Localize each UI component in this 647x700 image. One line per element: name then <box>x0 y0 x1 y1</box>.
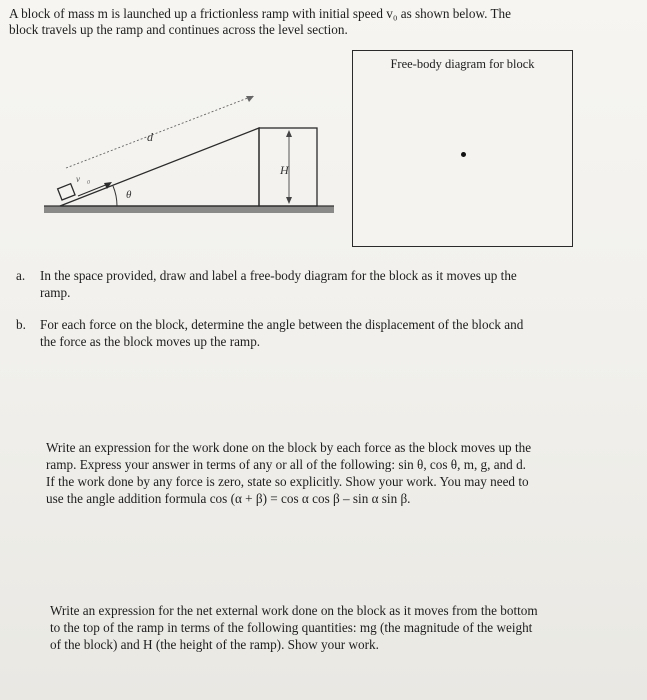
part-d-line-2: to the top of the ramp in terms of the following quantities: mg (the magnitude of the weight <box>50 620 533 635</box>
block-point <box>461 152 466 157</box>
block <box>58 184 75 200</box>
label-d: d <box>147 130 153 144</box>
label-theta: θ <box>126 189 132 201</box>
part-c-line-1: Write an expression for the work done on the block by each force as the block moves up the <box>46 440 532 455</box>
ground-surface <box>44 206 334 213</box>
part-a-letter: a. <box>16 268 26 283</box>
ramp-incline <box>60 128 259 206</box>
distance-dimension-line <box>66 96 253 168</box>
part-b-line-1: For each force on the block, determine the angle between the displacement of the block and <box>40 317 524 332</box>
angle-arc <box>113 186 117 206</box>
intro-line-1: A block of mass m is launched up a frictionless ramp with initial speed v₀ as shown below. The <box>9 6 511 21</box>
free-body-diagram-box[interactable] <box>352 50 573 247</box>
part-b-line-2: the force as the block moves up the ramp. <box>40 334 261 349</box>
part-c-line-3: If the work done by any force is zero, state so explicitly. Show your work. You may need to <box>46 474 529 489</box>
free-body-diagram-title: Free-body diagram for block <box>390 57 535 71</box>
part-d-line-1: Write an expression for the net external work done on the block as it moves from the bottom <box>50 603 538 618</box>
velocity-arrow <box>78 184 108 196</box>
label-v0: v⃗₀ <box>76 174 91 184</box>
part-b-letter: b. <box>16 317 26 332</box>
part-c-line-4: use the angle addition formula cos (α + β) = cos α cos β – sin α sin β. <box>46 491 411 506</box>
intro-line-2: block travels up the ramp and continues across the level section. <box>9 22 348 37</box>
part-d-line-3: of the block) and H (the height of the ramp). Show your work. <box>50 637 379 652</box>
label-height: H <box>280 163 289 177</box>
part-a-line-1: In the space provided, draw and label a free-body diagram for the block as it moves up the <box>40 268 517 283</box>
part-c-line-2: ramp. Express your answer in terms of any or all of the following: sin θ, cos θ, m, g, and d. <box>46 457 526 472</box>
part-a-line-2: ramp. <box>40 285 71 300</box>
